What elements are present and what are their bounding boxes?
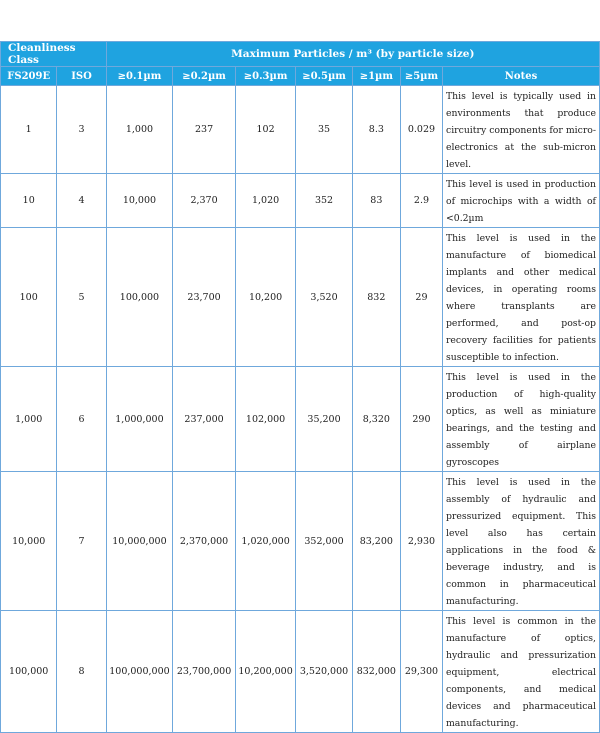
value-cell: 3,520,000 [296, 611, 352, 733]
fs209e-cell: 10,000 [1, 472, 57, 611]
fs209e-cell: 100 [1, 228, 57, 367]
value-cell: 100,000,000 [106, 611, 173, 733]
header-row-columns [1, 67, 600, 86]
fs209e-cell: 1 [1, 86, 57, 174]
value-cell: 23,700,000 [173, 611, 236, 733]
value-cell: 1,020,000 [235, 472, 296, 611]
col-header-0-3um: ≥0.3µm [235, 67, 296, 86]
value-cell: 352,000 [296, 472, 352, 611]
value-cell: 10,000 [106, 174, 173, 228]
value-cell: 237,000 [173, 367, 236, 472]
value-cell: 8.3 [352, 86, 400, 174]
col-header-iso: ISO [57, 67, 106, 86]
value-cell: 832,000 [352, 611, 400, 733]
col-header-1um: ≥1µm [352, 67, 400, 86]
value-cell: 35 [296, 86, 352, 174]
fs209e-cell: 10 [1, 174, 57, 228]
value-cell: 3,520 [296, 228, 352, 367]
value-cell: 100,000 [106, 228, 173, 367]
col-header-fs209e: FS209E [1, 67, 57, 86]
value-cell: 237 [173, 86, 236, 174]
value-cell: 0.029 [400, 86, 442, 174]
value-cell: 35,200 [296, 367, 352, 472]
value-cell: 10,200 [235, 228, 296, 367]
col-header-5um: ≥5µm [400, 67, 442, 86]
notes-cell: This level is used in the manufacture of biomedical implants and other medical devices, in operating rooms where transplants are performed, and post-op recovery facilities for patients susceptible to infection. [442, 228, 599, 367]
value-cell: 23,700 [173, 228, 236, 367]
table-row [1, 228, 600, 367]
value-cell: 2.9 [400, 174, 442, 228]
fs209e-cell: 1,000 [1, 367, 57, 472]
iso-cell: 8 [57, 611, 106, 733]
value-cell: 832 [352, 228, 400, 367]
iso-cell: 7 [57, 472, 106, 611]
notes-cell: This level is common in the manufacture of optics, hydraulic and pressurization equipment, electrical components, and medical devices and pharmaceutical manufacturing. [442, 611, 599, 733]
value-cell: 8,320 [352, 367, 400, 472]
value-cell: 10,000,000 [106, 472, 173, 611]
value-cell: 352 [296, 174, 352, 228]
value-cell: 2,370 [173, 174, 236, 228]
notes-cell: This level is typically used in environments that produce circuitry components for micro-electronics at the sub-micron level. [442, 86, 599, 174]
col-header-0-1um: ≥0.1µm [106, 67, 173, 86]
cleanroom-table-container [0, 41, 600, 733]
value-cell: 290 [400, 367, 442, 472]
value-cell: 29,300 [400, 611, 442, 733]
header-row-group [1, 42, 600, 67]
value-cell: 102 [235, 86, 296, 174]
table-row [1, 174, 600, 228]
value-cell: 10,200,000 [235, 611, 296, 733]
value-cell: 102,000 [235, 367, 296, 472]
max-particles-header: Maximum Particles / m³ (by particle size) [106, 42, 599, 67]
iso-cell: 6 [57, 367, 106, 472]
table-row [1, 472, 600, 611]
value-cell: 1,000 [106, 86, 173, 174]
fs209e-cell: 100,000 [1, 611, 57, 733]
notes-cell: This level is used in the production of high-quality optics, as well as miniature bearings, and the testing and assembly of airplane gyroscopes [442, 367, 599, 472]
iso-cell: 4 [57, 174, 106, 228]
value-cell: 2,930 [400, 472, 442, 611]
col-header-notes: Notes [442, 67, 599, 86]
cleanliness-class-header: Cleanliness Class [1, 42, 107, 67]
col-header-0-2um: ≥0.2µm [173, 67, 236, 86]
value-cell: 29 [400, 228, 442, 367]
cleanroom-classification-table [0, 41, 600, 733]
notes-cell: This level is used in the assembly of hydraulic and pressurized equipment. This level also has certain applications in the food & beverage industry, and is common in pharmaceutical manufacturing. [442, 472, 599, 611]
table-row [1, 86, 600, 174]
table-row [1, 367, 600, 472]
value-cell: 83 [352, 174, 400, 228]
value-cell: 83,200 [352, 472, 400, 611]
iso-cell: 3 [57, 86, 106, 174]
value-cell: 1,000,000 [106, 367, 173, 472]
value-cell: 2,370,000 [173, 472, 236, 611]
table-row [1, 611, 600, 733]
notes-cell: This level is used in production of microchips with a width of <0.2µm [442, 174, 599, 228]
value-cell: 1,020 [235, 174, 296, 228]
iso-cell: 5 [57, 228, 106, 367]
col-header-0-5um: ≥0.5µm [296, 67, 352, 86]
